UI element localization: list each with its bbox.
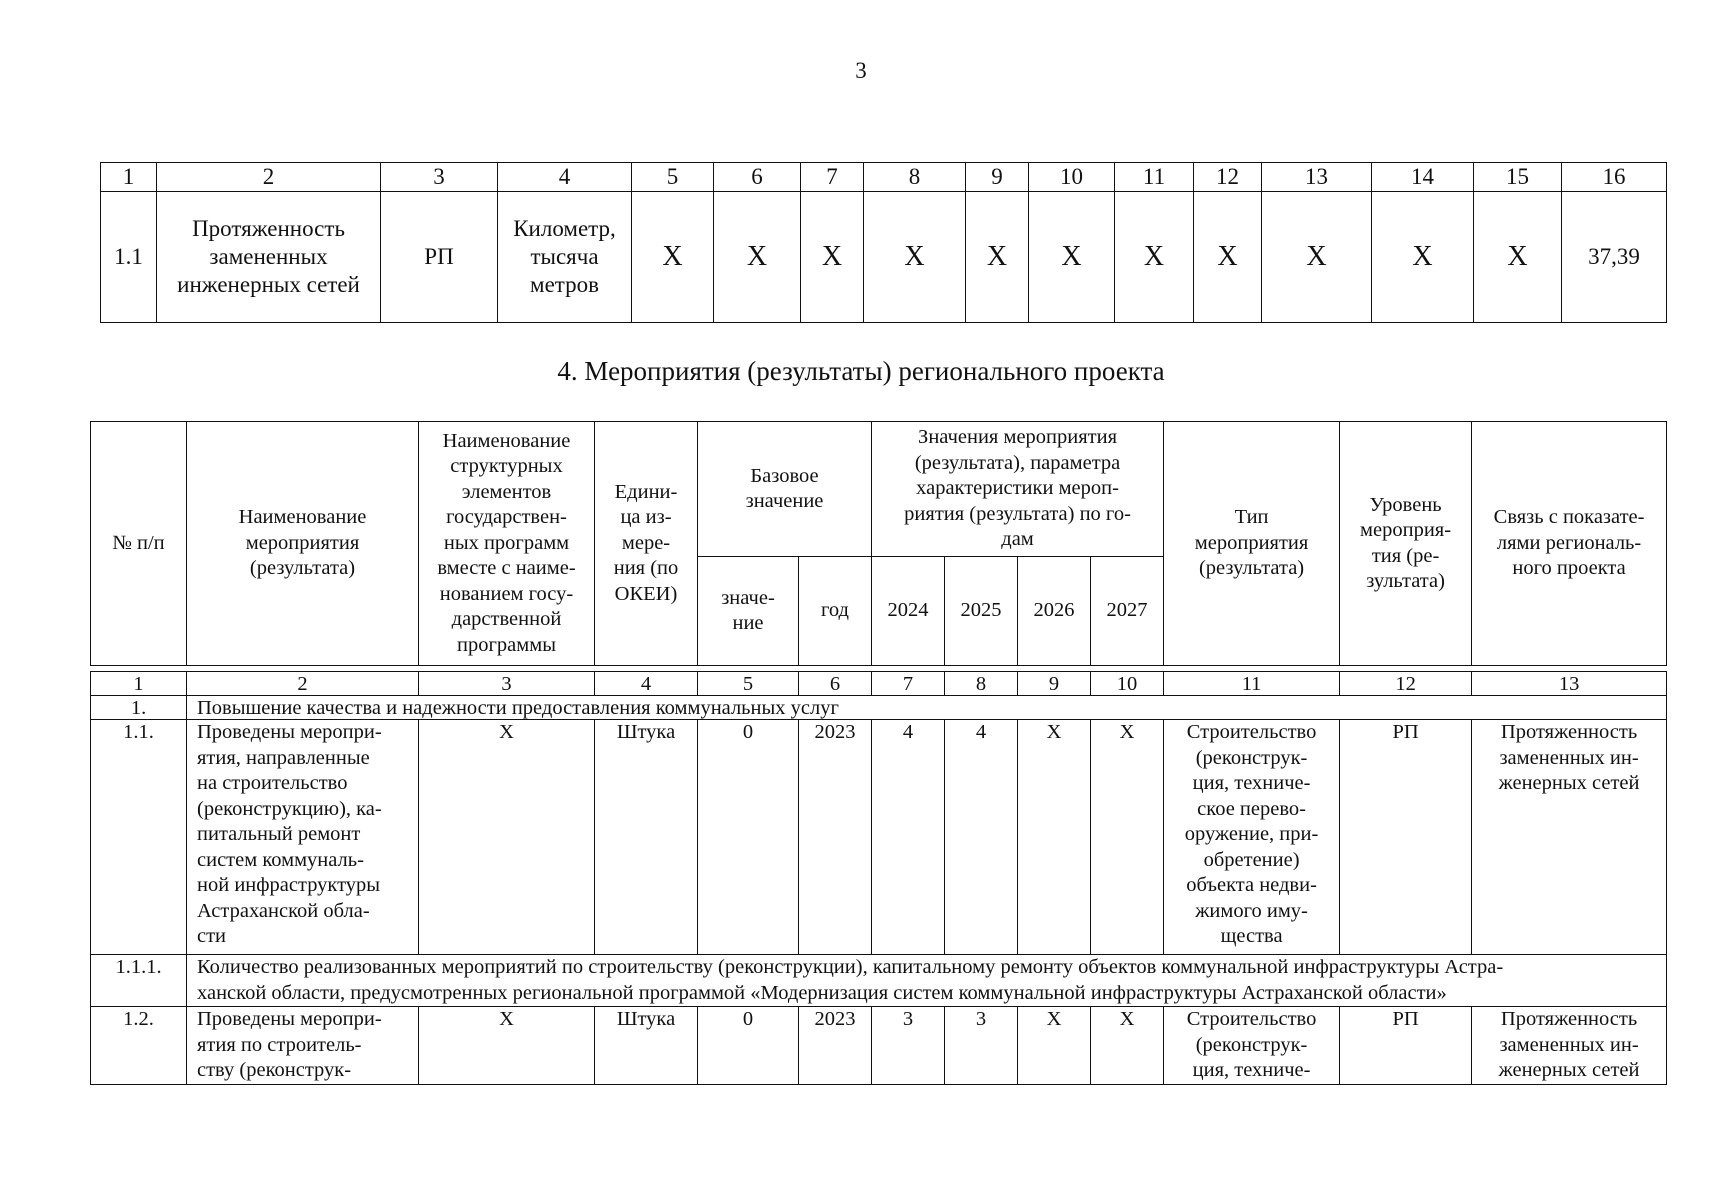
header-unit: Едини- ца из- мере- ния (по ОКЕИ): [595, 422, 698, 666]
header-base-year: год: [799, 557, 872, 666]
activity-name: Проведены меропри- ятия, направленные на строительство (реконструкцию), ка- питальный ремонт систем коммуналь- ной инфраструктуры Астраханской обла- сти: [187, 720, 419, 955]
table-row: [91, 720, 1667, 955]
header-link: Связь с показате- лями региональ- ного проекта: [1472, 422, 1667, 666]
header-year-2027: 2027: [1091, 557, 1164, 666]
col-number: 4: [498, 163, 632, 192]
value-2024: 3: [872, 1007, 945, 1085]
structural-element: X: [419, 720, 595, 955]
col-number: 2: [187, 672, 419, 696]
col-number: 9: [966, 163, 1029, 192]
col-number: 13: [1472, 672, 1667, 696]
column-numbers-row: [91, 672, 1667, 696]
cell-value: X: [632, 192, 714, 323]
col-number: 7: [872, 672, 945, 696]
header-level: Уровень мероприя- тия (ре- зультата): [1340, 422, 1472, 666]
row-number: 1.2.: [91, 1007, 187, 1085]
activity-type: Строительство (реконструк- ция, техниче- ское перево- оружение, при- обретение) объекта недви- жимого иму- щества: [1164, 720, 1340, 955]
result-description: Количество реализованных мероприятий по строительству (реконструкции), капитальному ремонту объектов коммунальной инфраструктуры Астра- ханской области, предусмотренных региональной программой «Модернизация систем коммунальной инфраструктуры Астраханской области»: [187, 955, 1667, 1007]
col-number: 8: [945, 672, 1018, 696]
activity-type: Строительство (реконструк- ция, техниче-: [1164, 1007, 1340, 1085]
col-number: 6: [799, 672, 872, 696]
cell-value: X: [1029, 192, 1115, 323]
header-base: Базовое значение: [698, 422, 872, 557]
col-number: 4: [595, 672, 698, 696]
cell-value: X: [966, 192, 1029, 323]
activity-level: РП: [1340, 720, 1472, 955]
col-number: 12: [1194, 163, 1262, 192]
row-number: 1.1.: [91, 720, 187, 955]
header-values: Значения мероприятия (результата), параметра характеристики мероп- риятия (результата) по го- дам: [872, 422, 1164, 557]
indicators-table: [100, 162, 1667, 323]
indicator-link: Протяженность замененных ин- женерных сетей: [1472, 1007, 1667, 1085]
value-2026: X: [1018, 720, 1091, 955]
table-row: [91, 955, 1667, 1007]
cell-value: X: [1262, 192, 1372, 323]
value-2024: 4: [872, 720, 945, 955]
indicator-unit: Километр, тысяча метров: [498, 192, 632, 323]
col-number: 9: [1018, 672, 1091, 696]
col-number: 12: [1340, 672, 1472, 696]
cell-value-total: 37,39: [1562, 192, 1667, 323]
header-year-2024: 2024: [872, 557, 945, 666]
structural-element: X: [419, 1007, 595, 1085]
section-title: 4. Мероприятия (результаты) регионального проекта: [557, 356, 1165, 386]
activity-level: РП: [1340, 1007, 1472, 1085]
col-number: 2: [157, 163, 381, 192]
page-number: 3: [855, 58, 867, 83]
section-num: 1.: [91, 696, 187, 720]
header-num: № п/п: [91, 422, 187, 666]
col-number: 7: [801, 163, 864, 192]
value-2025: 3: [945, 1007, 1018, 1085]
value-2027: X: [1091, 1007, 1164, 1085]
activity-name: Проведены меропри- ятия по строитель- ству (реконструк-: [187, 1007, 419, 1085]
unit: Штука: [595, 720, 698, 955]
col-number: 3: [381, 163, 498, 192]
indicator-row: [101, 192, 1667, 323]
col-number: 8: [864, 163, 966, 192]
cell-value: X: [801, 192, 864, 323]
col-number: 11: [1115, 163, 1194, 192]
indicator-name: Протяженность замененных инженерных сетей: [157, 192, 381, 323]
col-number: 3: [419, 672, 595, 696]
table-row: [91, 1007, 1667, 1085]
header-name: Наименование мероприятия (результата): [187, 422, 419, 666]
activities-table: [90, 421, 1667, 1085]
cell-value: X: [864, 192, 966, 323]
col-number: 5: [632, 163, 714, 192]
col-number: 1: [101, 163, 157, 192]
row-number: 1.1: [101, 192, 157, 323]
indicator-link: Протяженность замененных ин- женерных сетей: [1472, 720, 1667, 955]
col-number: 13: [1262, 163, 1372, 192]
value-2027: X: [1091, 720, 1164, 955]
col-number: 6: [714, 163, 801, 192]
cell-value: X: [714, 192, 801, 323]
col-number: 16: [1562, 163, 1667, 192]
header-base-value: значе- ние: [698, 557, 799, 666]
base-year: 2023: [799, 1007, 872, 1085]
base-value: 0: [698, 1007, 799, 1085]
cell-value: X: [1372, 192, 1474, 323]
col-number: 10: [1029, 163, 1115, 192]
col-number: 15: [1474, 163, 1562, 192]
base-value: 0: [698, 720, 799, 955]
col-number: 5: [698, 672, 799, 696]
value-2025: 4: [945, 720, 1018, 955]
cell-value: X: [1194, 192, 1262, 323]
section-row: [91, 696, 1667, 720]
row-number: 1.1.1.: [91, 955, 187, 1007]
col-number: 11: [1164, 672, 1340, 696]
col-number: 10: [1091, 672, 1164, 696]
cell-value: X: [1115, 192, 1194, 323]
value-2026: X: [1018, 1007, 1091, 1085]
header-type: Тип мероприятия (результата): [1164, 422, 1340, 666]
header-row-1: [91, 422, 1667, 557]
indicators-header-row: [101, 163, 1667, 192]
header-year-2026: 2026: [1018, 557, 1091, 666]
cell-value: X: [1474, 192, 1562, 323]
base-year: 2023: [799, 720, 872, 955]
unit: Штука: [595, 1007, 698, 1085]
header-year-2025: 2025: [945, 557, 1018, 666]
section-text: Повышение качества и надежности предоставления коммунальных услуг: [187, 696, 1667, 720]
col-number: 14: [1372, 163, 1474, 192]
col-number: 1: [91, 672, 187, 696]
indicator-level: РП: [381, 192, 498, 323]
header-structural: Наименование структурных элементов государствен- ных программ вместе с наиме- нованием госу- дарственной программы: [419, 422, 595, 666]
